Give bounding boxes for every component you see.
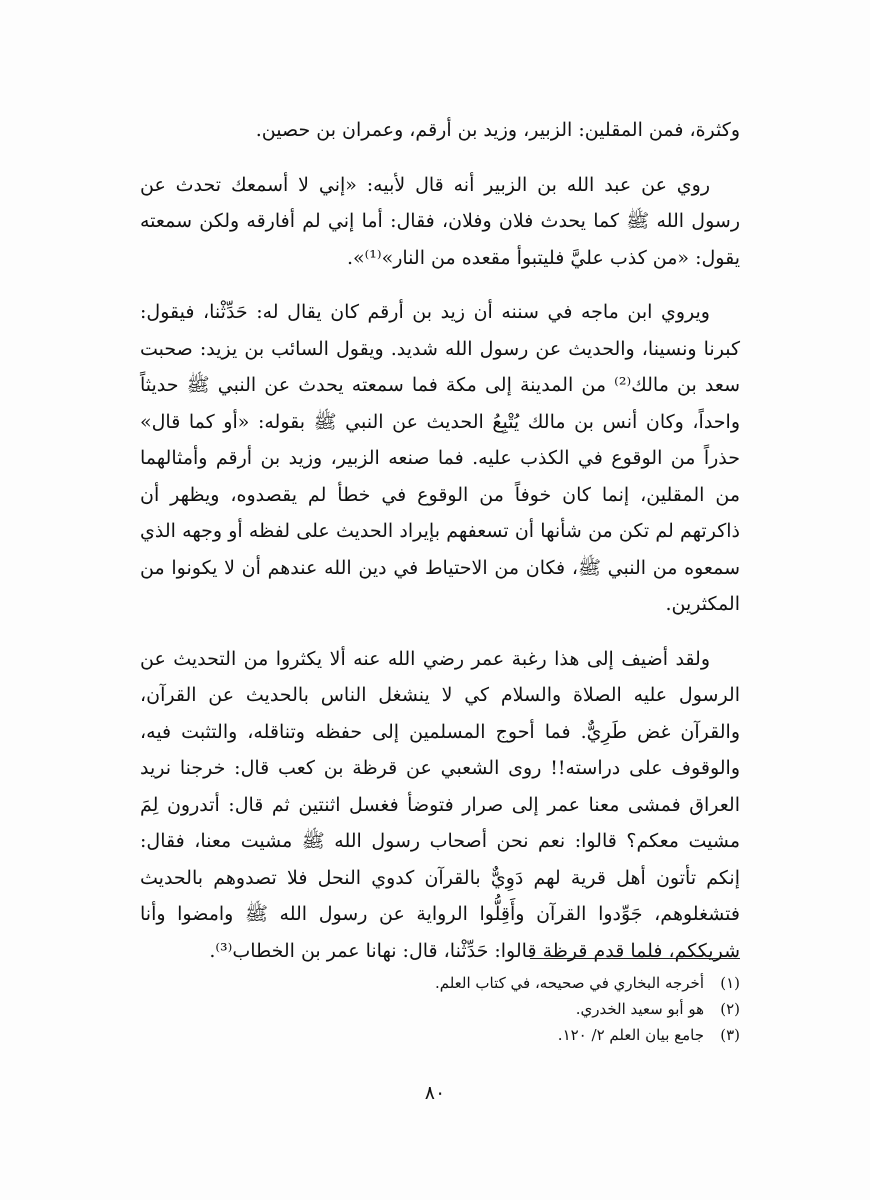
footnote-divider [530,958,740,959]
footnote-1 [140,970,740,996]
paragraph-1: وكثرة، فمن المقلين: الزبير، وزيد بن أرقم، وعمران بن حصين. [255,119,740,141]
paragraph-4: ولقد أضيف إلى هذا رغبة عمر رضي الله عنه ألا يكثروا من التحديث عن الرسول عليه الصلاة والسلام كي لا ينشغل الناس بالحديث عن القرآن، والقرآن غض طَرِيٌّ. فما أحوج المسلمين إلى حفظه وتناقله، والتثبت فيه، والوقوف على دراسته!! روى الشعبي عن قرظة بن كعب قال: خرجنا نريد العراق فمشى معنا عمر إلى صرار فتوضأ فغسل اثنتين ثم قال: أتدرون لِمَ مشيت معكم؟ قالوا: نعم نحن أصحاب رسول الله ﷺ مشيت معنا، فقال: إنكم تأتون أهل قرية لهم دَوِيٌّ بالقرآن كدوي النحل فلا تصدوهم بالحديث فتشغلوهم، جَوِّدوا القرآن وأَقِلُّوا الرواية عن رسول الله ﷺ وامضوا وأنا شريككم، فلما قدم قرظة قالوا: حَدِّثْنا، قال: نهانا عمر بن الخطاب⁽³⁾. [140,647,740,962]
footnote-number: (٣) [720,1026,740,1044]
footnote-number: (١) [720,974,740,992]
footnote-2 [140,996,740,1022]
footnote-3 [140,1022,740,1048]
footnote-text: هو أبو سعيد الخدري. [575,1000,704,1018]
page-number: ٨٠ [424,1082,446,1104]
footnote-text: جامع بيان العلم ٢/ ١٢٠. [557,1026,704,1044]
paragraph-3: ويروي ابن ماجه في سننه أن زيد بن أرقم كان يقال له: حَدِّثْنا، فيقول: كبرنا ونسينا، والحديث عن رسول الله شديد. ويقول السائب بن يزيد: صحبت سعد بن مالك⁽²⁾ من المدينة إلى مكة فما سمعته يحدث عن النبي ﷺ حديثاً واحداً، وكان أنس بن مالك يُتْبِعُ الحديث عن النبي ﷺ بقوله: «أو كما قال» حذراً من الوقوع في الكذب عليه. فما صنعه الزبير، وزيد بن أرقم وأمثالهما من المقلين، إنما كان خوفاً من الوقوع في خطأ لم يقصدوه، ويظهر أن ذاكرتهم لم تكن من شأنها أن تسعفهم بإيراد الحديث على لفظه أو وجهه الذي سمعوه من النبي ﷺ، فكان من الاحتياط في دين الله عندهم أن لا يكونوا من المكثرين. [140,301,740,615]
footnote-number: (٢) [720,1000,740,1018]
body-text [140,112,740,987]
paragraph-2: روي عن عبد الله بن الزبير أنه قال لأبيه: «إني لا أسمعك تحدث عن رسول الله ﷺ كما يحدث فلان وفلان، فقال: أما إني لم أفارقه ولكن سمعته يقول: «من كذب عليَّ فليتبوأ مقعده من النار»⁽¹⁾». [140,173,740,269]
footnote-text: أخرجه البخاري في صحيحه، في كتاب العلم. [434,974,704,992]
footnotes-list [140,970,740,1048]
